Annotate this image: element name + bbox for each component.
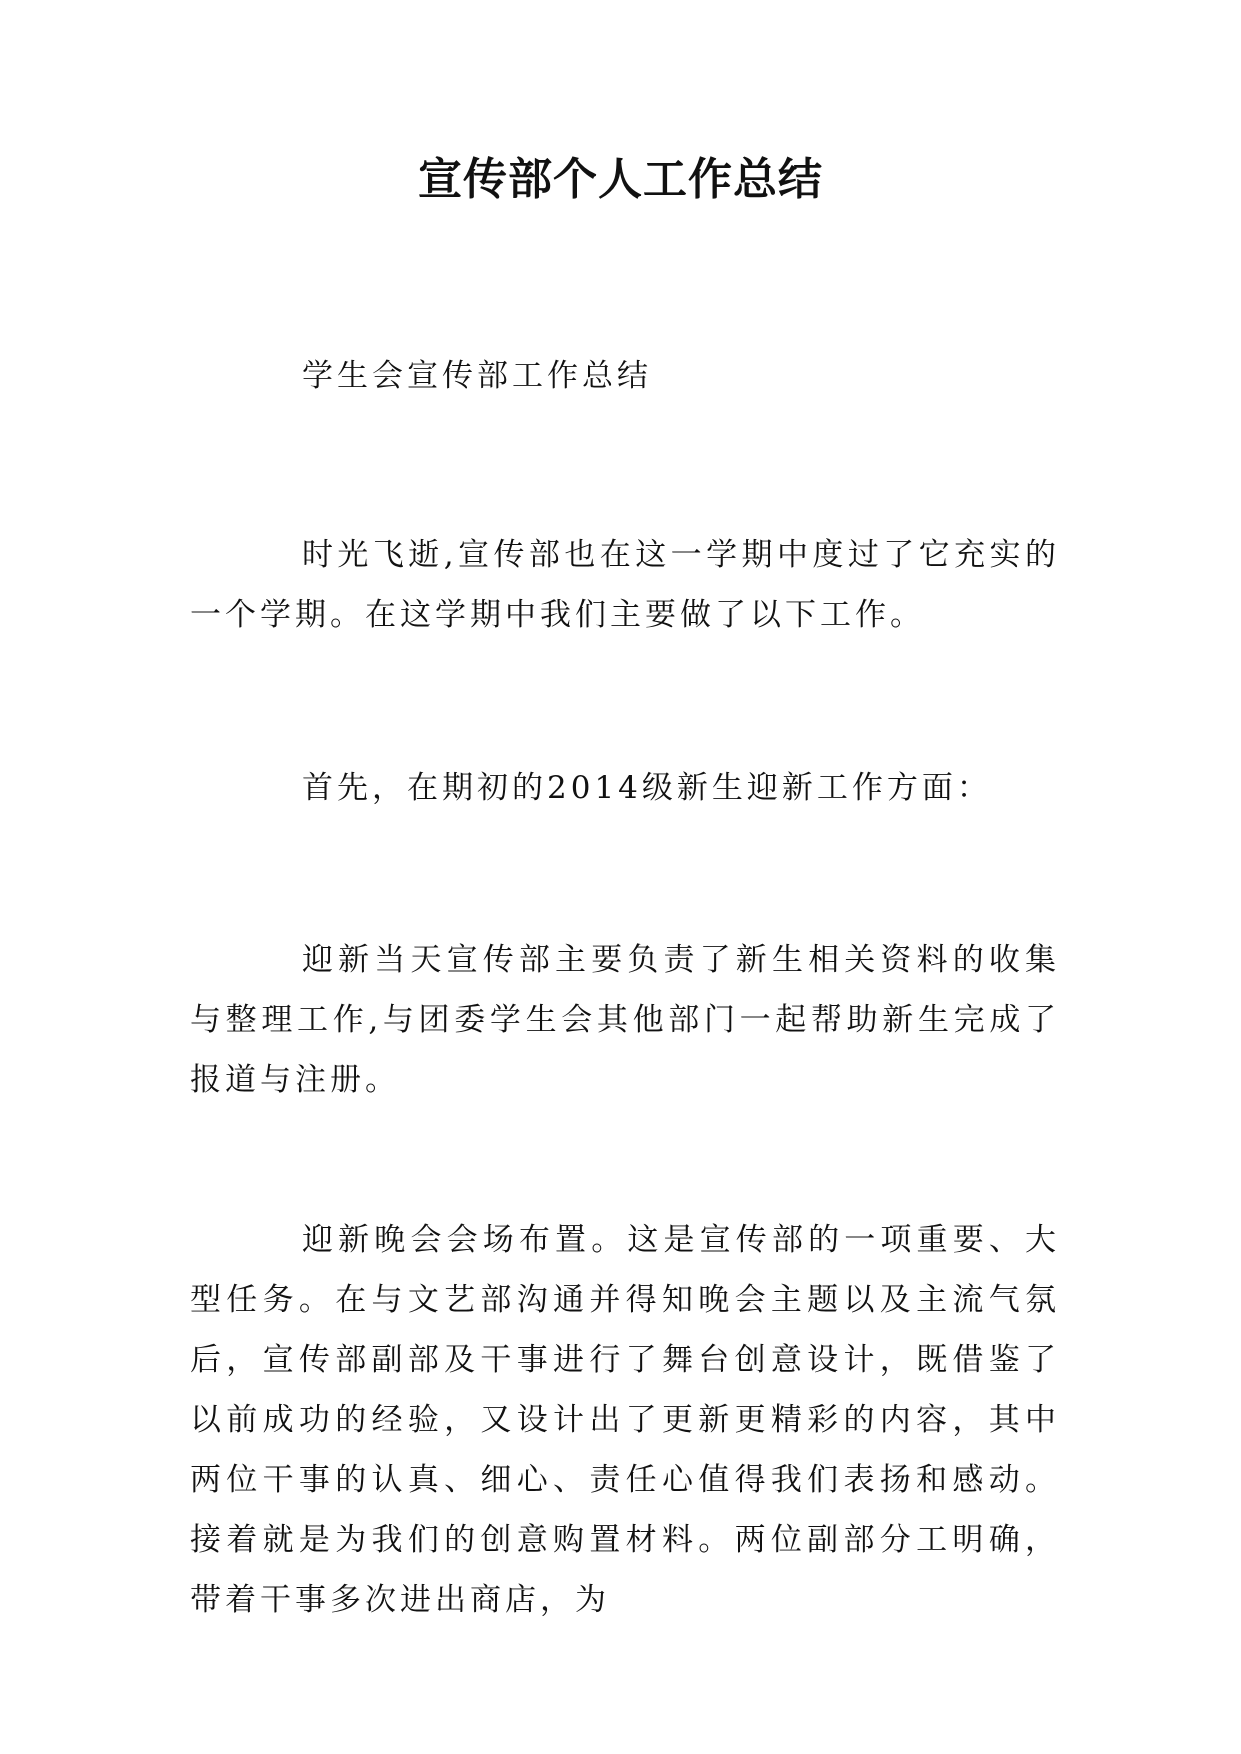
paragraph-intro: 时光飞逝,宣传部也在这一学期中度过了它充实的一个学期。在这学期中我们主要做了以下工作。 — [190, 537, 1060, 633]
section-subtitle: 学生会宣传部工作总结 — [302, 358, 652, 394]
paragraph-welcome-day: 迎新当天宣传部主要负责了新生相关资料的收集与整理工作,与团委学生会其他部门一起帮助新生完成了报道与注册。 — [190, 942, 1060, 1098]
document-title: 宣传部个人工作总结 — [418, 154, 823, 205]
paragraph-welcome-gala: 迎新晚会会场布置。这是宣传部的一项重要、大型任务。在与文艺部沟通并得知晚会主题以及主流气氛后，宣传部副部及干事进行了舞台创意设计，既借鉴了以前成功的经验，又设计出了更新更精彩的内容，其中两位干事的认真、细心、责任心值得我们表扬和感动。接着就是为我们的创意购置材料。两位副部分工明确，带着干事多次进出商店，为 — [190, 1222, 1060, 1618]
paragraph-first-point: 首先，在期初的2014级新生迎新工作方面： — [302, 770, 992, 806]
